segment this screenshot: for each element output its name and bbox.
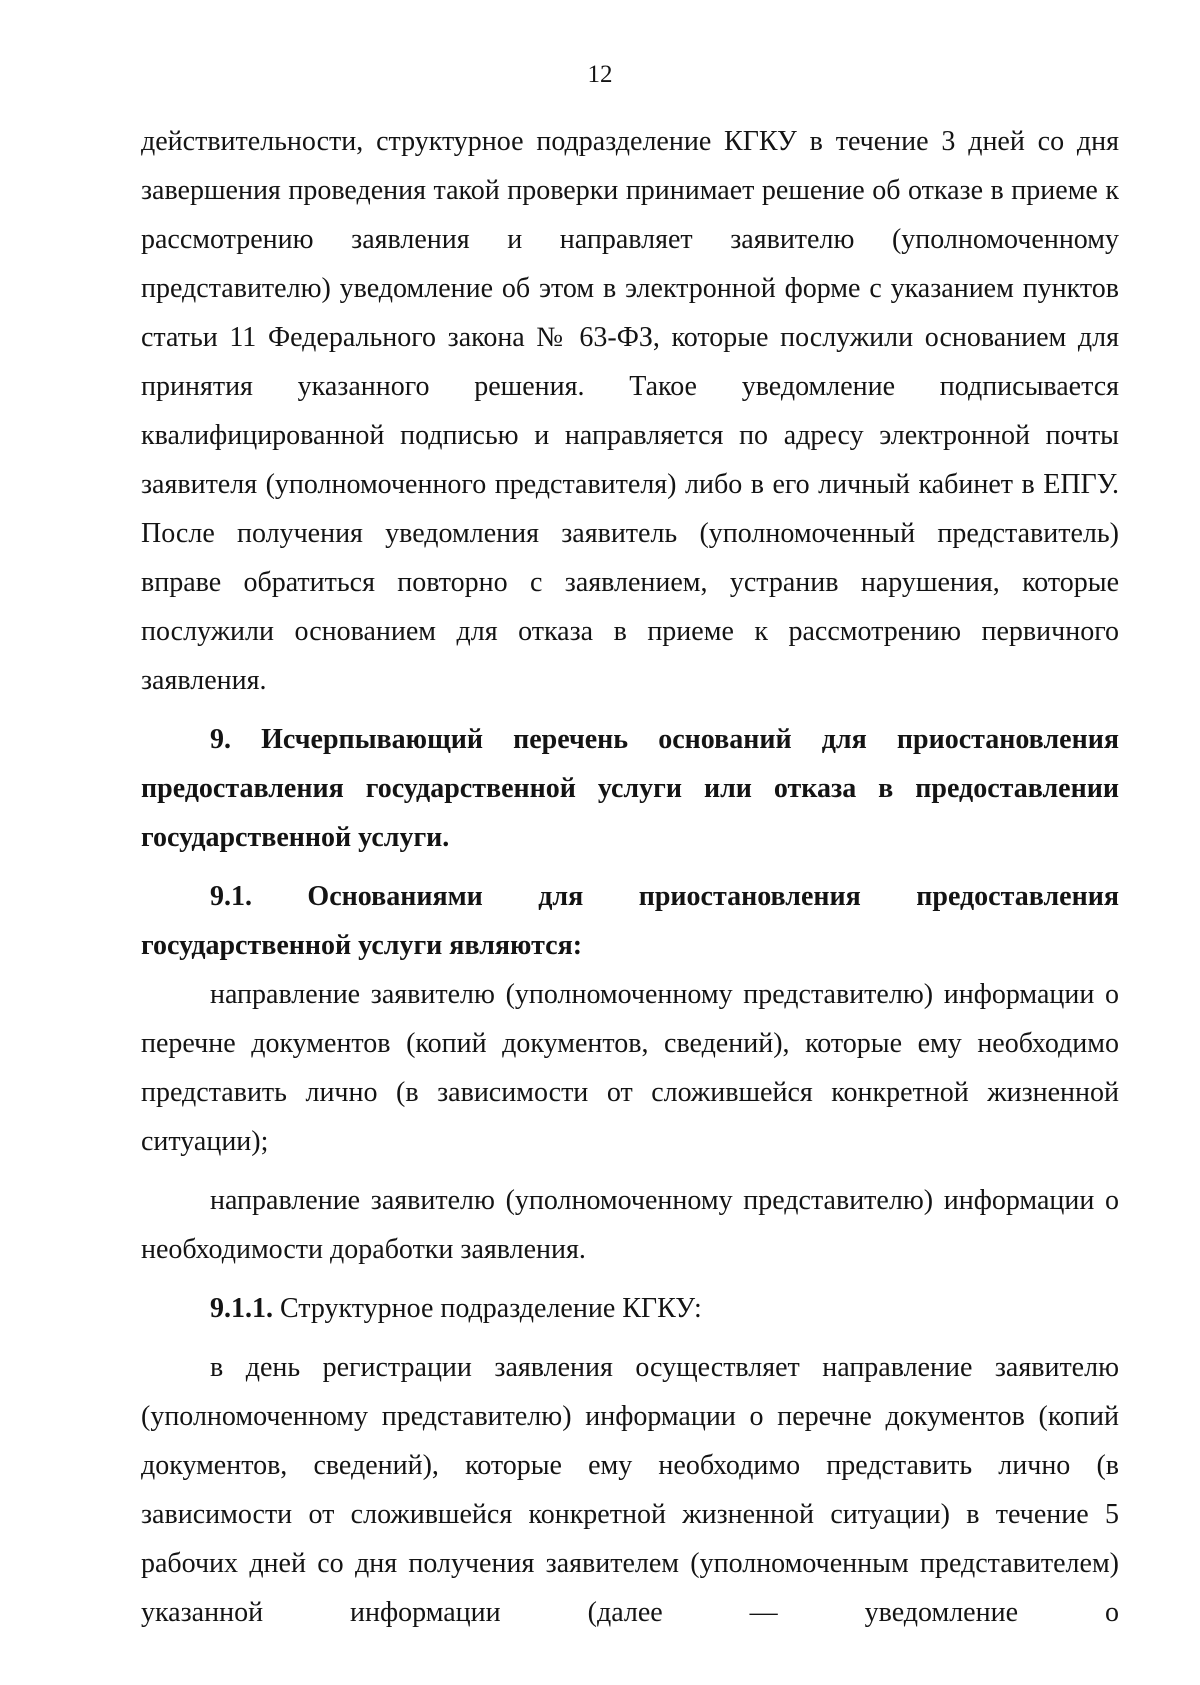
list-item-1: направление заявителю (уполномоченному представителю) информации о перечне документов (копий документов, сведений), которые ему необходимо представить лично (в зависимости от сложившейся конкретной жизненной ситуации); <box>141 979 1119 1157</box>
paragraph-continuation: действительности, структурное подразделение КГКУ в течение 3 дней со дня завершения проведения такой проверки принимает решение об отказе в приеме к рассмотрению заявления и направляет заявителю (уполномоченному представителю) уведомление об этом в электронной форме с указанием пунктов статьи 11 Федерального закона № 63-ФЗ, которые послужили основанием для принятия указанного решения. Такое уведомление подписывается квалифицированной подписью и направляется по адресу электронной почты заявителя (уполномоченного представителя) либо в его личный кабинет в ЕПГУ. После получения уведомления заявитель (уполномоченный представитель) вправе обратиться повторно с заявлением, устранив нарушения, которые послужили основанием для отказа в приеме к рассмотрению первичного заявления. <box>141 126 1119 696</box>
page-number: 12 <box>587 61 613 88</box>
section-heading-9: 9. Исчерпывающий перечень оснований для приостановления предоставления государственной услуги или отказа в предоставлении государственной услуги. <box>141 724 1119 853</box>
section-heading-9-1: 9.1. Основаниями для приостановления предоставления государственной услуги являются: <box>141 881 1119 961</box>
section-9-1-1-number: 9.1.1. <box>210 1293 273 1324</box>
section-9-1-1-text: Структурное подразделение КГКУ: <box>273 1293 702 1324</box>
document-body <box>141 117 1119 1637</box>
section-9-1-1 <box>141 1284 1119 1333</box>
paragraph-last: в день регистрации заявления осуществляет направление заявителю (уполномоченному представителю) информации о перечне документов (копий документов, сведений), которые ему необходимо представить лично (в зависимости от сложившейся конкретной жизненной ситуации) в течение 5 рабочих дней со дня получения заявителем (уполномоченным представителем) указанной информации (далее — уведомление о <box>141 1352 1119 1628</box>
list-item-2: направление заявителю (уполномоченному представителю) информации о необходимости доработки заявления. <box>141 1185 1119 1265</box>
